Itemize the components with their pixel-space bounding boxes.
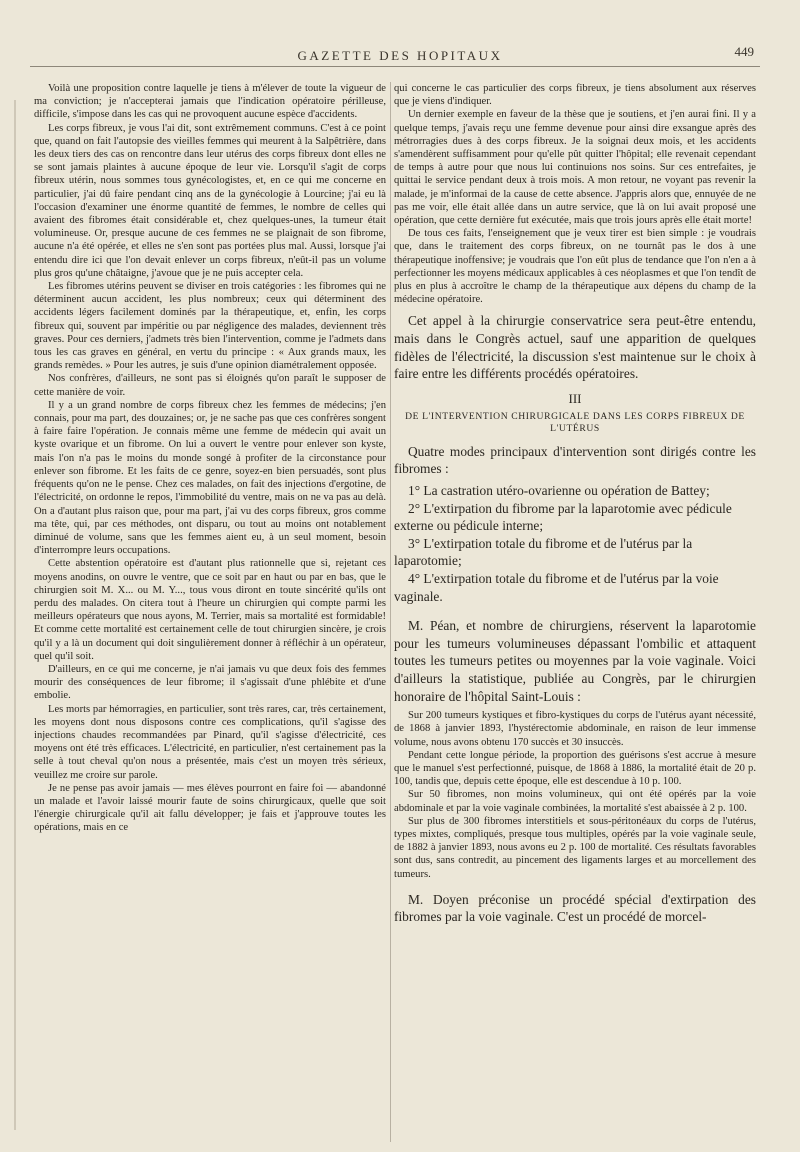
paragraph: Les corps fibreux, je vous l'ai dit, sont extrêmement communs. C'est à ce point que, quand on fait l'autopsie des vieilles femmes qui meurent à la Salpêtrière, dans les deux tiers des cas on rencontre dans leur utérus des corps fibreux dont elles ne se sont jamais plaintes à aucune époque de leur vie. Lorsqu'il s'agit de corps fibreux utérin, nous sommes tous gynécologistes, et, en ce qui me concerne en particulier, j'ai dû faire pendant cinq ans de la gynécologie à Lourcine; j'ai eu là l'occasion d'examiner une énorme quantité de femmes, le nombre de celles qui avaient des fibromes était considérable et, chez quelques-unes, la tumeur était volumineuse. Or, presque aucune de ces femmes ne se plaignait de son fibrome, aucune n'a été opérée, et elles ne s'en sont pas portées plus mal. Aussi, lorsque j'ai entendu dire ici que l'on devait enlever un corps fibreux, n'eût-il pas un volume plus gros qu'une châtaigne, j'avoue que je ne puis accepter cela. (34, 122, 386, 279)
paragraph: D'ailleurs, en ce qui me concerne, je n'ai jamais vu que deux fois des femmes mourir des conséquences de leur fibrome; il s'agissait d'une phlébite et d'une embolie. (34, 663, 386, 702)
paragraph: Cette abstention opératoire est d'autant plus rationnelle que si, rejetant ces moyens anodins, on ouvre le ventre, que ce soit par en haut ou par en bas, que le chirurgien soit M. X... ou M. Y..., tous vous diront en toute sincérité qu'ils ont perdu des malades. On citera tout à l'heure un chirurgien qui compte parmi les meilleurs opérateurs que nous ayons, M. Terrier, mais sa mortalité est formidable! Et comme cette mortalité est certainement celle de tout chirurgien sincère, je crois qu'il y a là un document qui doit singulièrement donner à réfléchir à un opérateur, quel qu'il soit. (34, 558, 386, 662)
header-rule (30, 66, 760, 67)
page-number: 449 (734, 44, 754, 59)
page-header-title: GAZETTE DES HOPITAUX (297, 48, 503, 63)
binding-edge (14, 100, 16, 1130)
section-intro: Quatre modes principaux d'intervention sont dirigés contre les fibromes : (394, 443, 756, 477)
paragraph: De tous ces faits, l'enseignement que je veux tirer est bien simple : je voudrais que, dans le traitement des corps fibreux, on ne tournât pas le dos à une thérapeutique inoffensive; je voudrais que l'on eût plus de tendance que l'on n'en a à perfectionner les moyens médicaux applicables à ces néoplasmes et que l'on tendît de plus en plus à accroître le champ de la thérapeutique aux dépens du champ de la médecine opératoire. (394, 228, 756, 306)
doyen-paragraph: M. Doyen préconise un procédé spécial d'extirpation des fibromes par la voie vaginale. C'est un procédé de morcel- (394, 891, 756, 925)
left-column (34, 82, 386, 1142)
section-numeral: III (568, 390, 582, 406)
list-item: 3° L'extirpation totale du fibrome et de l'utérus par la laparotomie; (394, 535, 693, 569)
list-item: 4° L'extirpation totale du fibrome et de l'utérus par la voie vaginale. (394, 570, 719, 604)
section-title: DE L'INTERVENTION CHIRURGICALE DANS LES CORPS FIBREUX DE L'UTÉRUS (405, 410, 745, 434)
statistic-paragraph: Sur 50 fibromes, non moins volumineux, qui ont été opérés par la voie abdominale et par la voie vaginale combinées, la mortalité s'est abaissée à 2 p. 100. (394, 789, 756, 814)
paragraph: Les morts par hémorragies, en particulier, sont très rares, car, très certainement, les moyens dont nous disposons contre ces complications, qu'il s'agisse des injections chaudes recommandées par Pinard, qu'il s'agisse d'électricité, ces moyens ont été très efficaces. L'électricité, en particulier, n'est certainement pas la selle à tout cheval qu'on nous a présentée, mais c'est un moyen très sérieux, veuillez me croire sur parole. (34, 703, 386, 781)
right-column (394, 82, 756, 1142)
column-divider (390, 82, 391, 1142)
paragraph: Les fibromes utérins peuvent se diviser en trois catégories : les fibromes qui ne déterminent aucun accident, les plus nombreux; ceux qui déterminent des accidents légers facilement dominés par la thérapeutique, et, enfin, les corps fibreux qui, souvent par impéritie ou par négligence des malades, deviennent très graves. Pour ces derniers, j'admets très bien l'intervention, comme je l'admets dans tous les cas graves en général, en vertu du principe : « Aux grands maux, les grands remèdes. » Pour les autres, je suis d'une opinion diamétralement opposée. (34, 281, 386, 372)
paragraph: Nos confrères, d'ailleurs, ne sont pas si éloignés qu'on paraît le supposer de cette manière de voir. (34, 373, 386, 398)
paragraph: Il y a un grand nombre de corps fibreux chez les femmes de médecins; j'en connais, pour ma part, des douzaines; or, je ne sache pas que ces confrères songent à faire faire l'opération. Je connais même une femme de médecin qui avait un kyste ovarique et un fibrome. On lui a ouvert le ventre pour enlever son kyste, mais l'on n'a pas le moins du monde songé à profiter de la circonstance pour enlever son fibrome. Et les faits de ce genre, soyez-en bien persuadés, sont plus fréquents qu'on ne le pense. Chez ces malades, on fait des injections d'ergotine, de l'électricité, on ordonne le repos, l'immobilité du ventre, mais on ne va pas au delà. On a d'autant plus raison que, pour ma part, j'ai vu des corps fibreux, gros comme ma tête, qui, par ces méthodes, ont disparu, ou tout au moins ont notablement diminué de volume, sans que les femmes aient eu, à un seul moment, besoin d'interrompre leurs occupations. (34, 399, 386, 557)
paragraph: qui concerne le cas particulier des corps fibreux, je tiens absolument aux réserves que je viens d'indiquer. (394, 83, 756, 108)
statistic-paragraph: Sur 200 tumeurs kystiques et fibro-kystiques du corps de l'utérus ayant nécessité, de 1868 à janvier 1893, l'hystérectomie abdominale, en raison de leur immense volume, nous avons obtenu 170 succès et 30 insuccès. (394, 710, 756, 748)
pean-paragraph: M. Péan, et nombre de chirurgiens, réservent la laparotomie pour les tumeurs volumineuses dépassant l'ombilic et attaquent toutes les tumeurs petites ou moyennes par la voie vaginale. Voici d'ailleurs la statistique, publiée au Congrès, par le chirurgien honoraire de l'hôpital Saint-Louis : (394, 618, 756, 704)
paragraph: Voilà une proposition contre laquelle je tiens à m'élever de toute la vigueur de ma conviction; je n'accepterai jamais que l'indication opératoire périlleuse, difficile, s'impose dans les cas qui ne provoquent aucune espèce d'accidents. (34, 83, 386, 121)
paragraph: Un dernier exemple en faveur de la thèse que je soutiens, et j'en aurai fini. Il y a quelque temps, j'avais reçu une femme devenue pour ainsi dire exsangue après des métrorragies dues à des corps fibreux. Je la soignai deux mois, et les accidents s'amendèrent suffisamment pour qu'elle pût quitter l'hôpital; elle revenait cependant de temps à autre pour que nous lui continuions nos soins. Sur ces entrefaites, je quittai le service pendant deux à trois mois. A mon retour, ne voyant pas revenir la malade, je m'informai de la cause de cette absence. J'appris alors que, ennuyée de ne pas me voir, elle était allée dans un autre service, que là on lui avait proposé une opération, que cette dernière fut exécutée, mais que trois jours après elle était morte! (394, 109, 756, 227)
paragraph: Je ne pense pas avoir jamais — mes élèves pourront en faire foi — abandonné un malade et l'avoir laissé mourir faute de soins chirurgicaux, quelle que soit l'énergie chirurgicale qu'il ait fallu développer; je fais et j'approuve toutes les opérations, mais en ce (34, 782, 386, 834)
list-item: 2° L'extirpation du fibrome par la laparotomie avec pédicule externe ou pédicule interne; (394, 500, 732, 534)
list-item: 1° La castration utéro-ovarienne ou opération de Battey; (408, 483, 710, 499)
statistic-paragraph: Sur plus de 300 fibromes interstitiels et sous-péritonéaux du corps de l'utérus, types mixtes, compliqués, presque tous multiples, opérés par la voie vaginale seule, de 1882 à janvier 1893, nous avons eu 2 p. 100 de mortalité. Ces résultats favorables sont dus, sans contredit, au pincement des ligaments larges et au morcellement des tumeurs. (394, 815, 756, 880)
statistic-paragraph: Pendant cette longue période, la proportion des guérisons s'est accrue à mesure que le manuel s'est perfectionné, puisque, de 1868 à 1886, la mortalité était de 20 p. 100, tandis que, depuis cette époque, elle est descendue à 10 p. 100. (394, 749, 756, 788)
appeal-paragraph: Cet appel à la chirurgie conservatrice sera peut-être entendu, mais dans le Congrès actuel, sauf une apparition de quelques fidèles de l'électricité, la discussion s'est maintenue sur le choix à faire entre les différents procédés opératoires. (394, 313, 756, 382)
